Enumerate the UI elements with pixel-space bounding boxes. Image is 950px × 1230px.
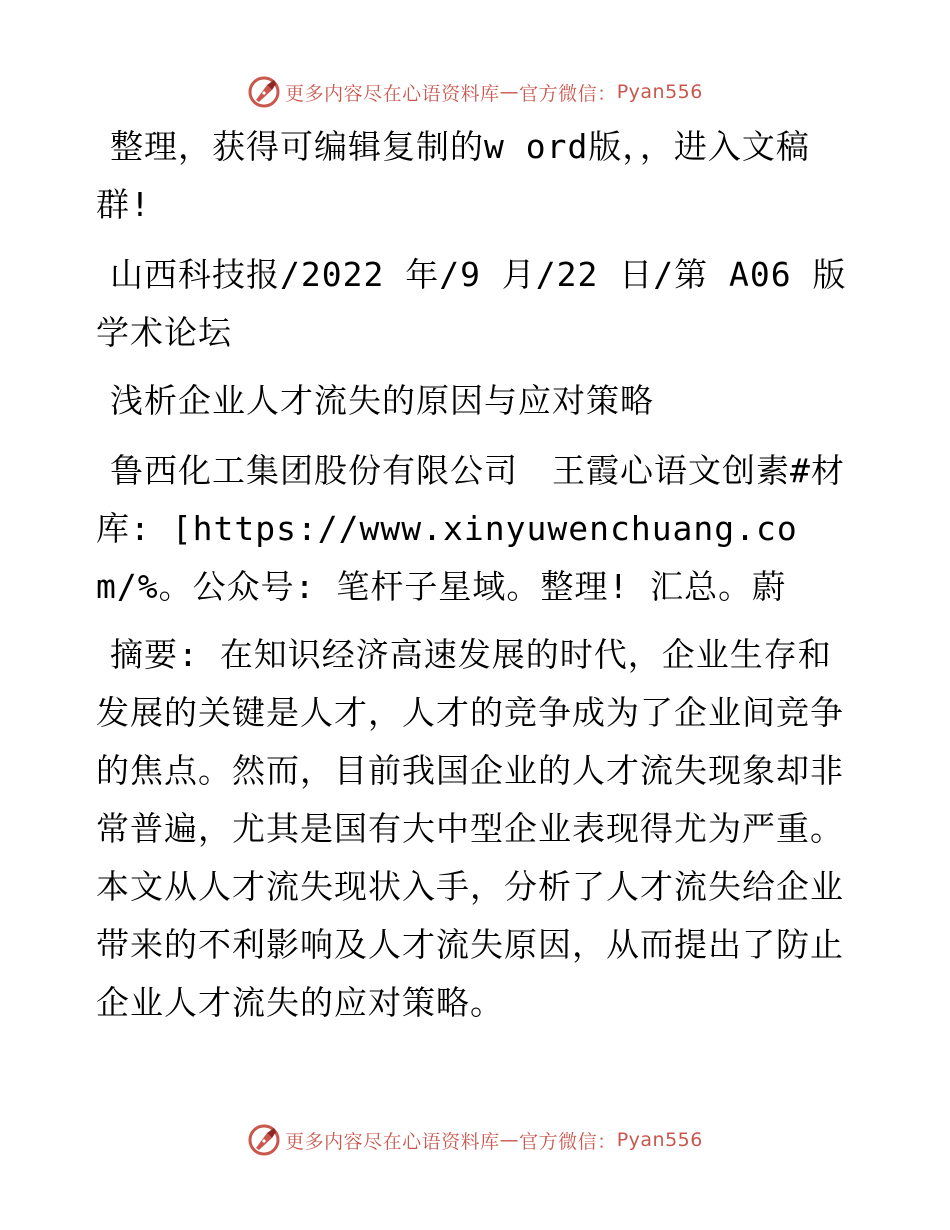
banner-wechat-label: 官方微信： <box>519 82 617 105</box>
banner-dash: — <box>499 1129 520 1151</box>
author-line: 鲁西化工集团股份有限公司 王霞心语文创素#材库: [https://www.xinyuwenchuang.com/%。公众号: 笔杆子星域。整理! 汇总。蔚 <box>96 451 845 606</box>
pen-nib-logo-icon <box>247 1123 281 1157</box>
banner-dash: — <box>499 81 520 103</box>
source-line: 山西科技报/2022 年/9 月/22 日/第 A06 版学术论坛 <box>96 255 847 352</box>
banner-wechat-id: Pyan556 <box>616 81 703 103</box>
banner-main-text: 更多内容尽在心语资料库 <box>285 1130 500 1153</box>
banner-wechat-label: 官方微信： <box>519 1130 617 1153</box>
intro-paragraph: 整理，获得可编辑复制的w ord版，，进入文稿群! <box>96 127 810 224</box>
abstract-paragraph: 摘要: 在知识经济高速发展的时代，企业生存和发展的关键是人才，人才的竞争成为了企业间竞争的焦点。然而，目前我国企业的人才流失现象却非常普遍，尤其是国有大中型企业表现得尤为严重。本文从人才流失现状入手，分析了人才流失给企业带来的不利影响及人才流失原因，从而提出了防止企业人才流失的应对策略。 <box>96 635 844 1022</box>
banner-wechat-id: Pyan556 <box>616 1129 703 1151</box>
header-banner <box>0 72 950 112</box>
banner-main-text: 更多内容尽在心语资料库 <box>285 82 500 105</box>
footer-banner <box>0 1120 950 1160</box>
pen-nib-logo-icon <box>247 75 281 109</box>
article-title: 浅析企业人才流失的原因与应对策略 <box>110 381 654 420</box>
document-body <box>96 118 856 1042</box>
